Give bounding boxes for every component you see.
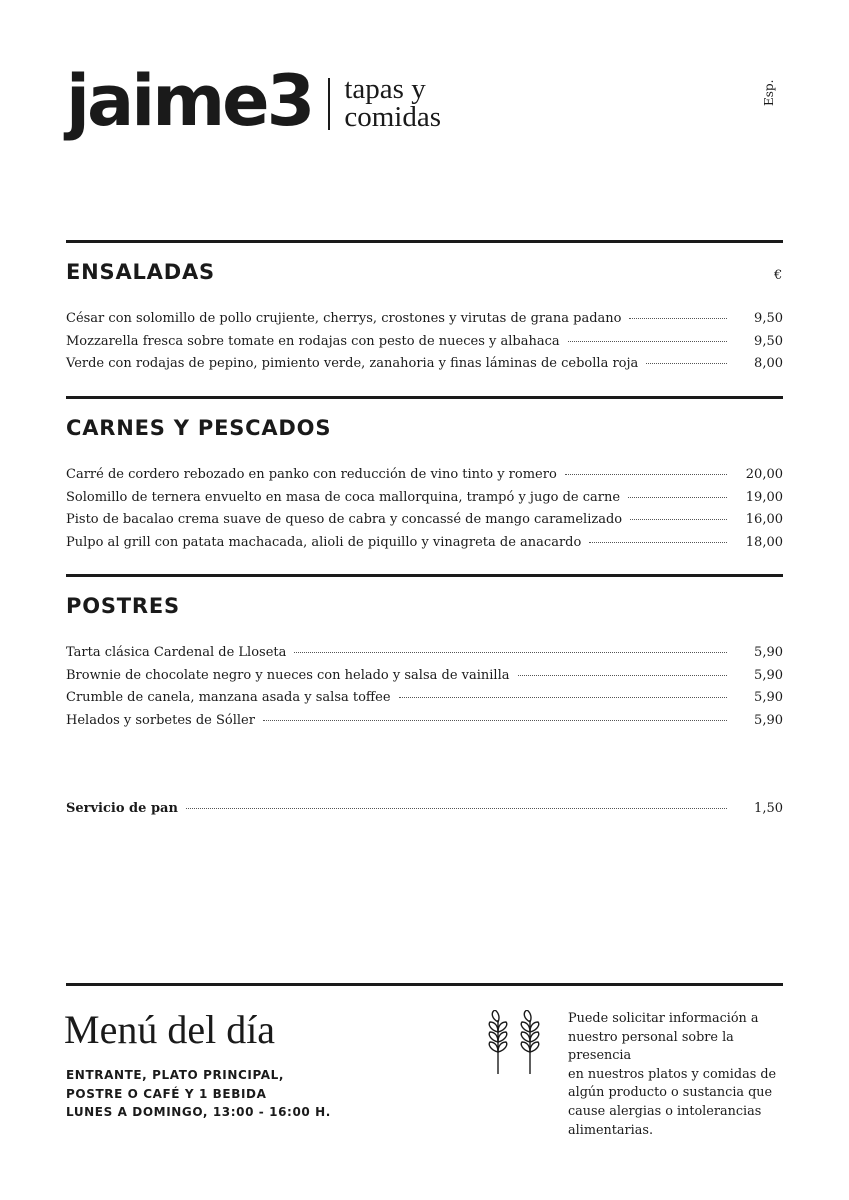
section-title-postres: POSTRES: [66, 594, 180, 618]
currency-symbol: €: [774, 268, 783, 283]
item-price: 8,00: [754, 356, 783, 371]
item-name: César con solomillo de pollo crujiente, cherrys, crostones y virutas de grana padano: [66, 311, 622, 326]
item-price: 5,90: [754, 667, 783, 683]
item-list-ensaladas: [66, 311, 783, 379]
item-name: Solomillo de ternera envuelto en masa de coca mallorquina, trampó y jugo de carne: [66, 489, 621, 505]
item-name: Brownie de chocolate negro y nueces con helado y salsa de vainilla: [66, 667, 510, 683]
menu-item: [66, 490, 783, 513]
wheat-stalk-left: [489, 1010, 506, 1074]
item-price: 16,00: [745, 512, 783, 527]
dot-leader: [294, 652, 727, 653]
section-divider: [66, 983, 783, 986]
section-divider: [66, 240, 783, 243]
section-title-carnes-y-pescados: CARNES Y PESCADOS: [66, 416, 332, 440]
dot-leader: [628, 497, 727, 498]
dot-leader: [263, 720, 727, 721]
menu-item: [66, 668, 783, 691]
menu-del-dia-line-2: POSTRE O CAFÉ Y 1 BEBIDA: [66, 1086, 267, 1101]
allergy-notice-line: alimentarias.: [568, 1122, 654, 1138]
item-name: Carré de cordero rebozado en panko con reducción de vino tinto y romero: [66, 467, 557, 482]
item-name: Pisto de bacalao crema suave de queso de cabra y concassé de mango caramelizado: [66, 512, 623, 527]
menu-item: [66, 535, 783, 558]
allergy-notice-line: cause alergias o intolerancias: [568, 1103, 762, 1119]
menu-item: [66, 801, 783, 824]
dot-leader: [629, 318, 727, 319]
dot-leader: [399, 697, 727, 698]
item-price: 5,90: [754, 712, 783, 728]
item-price: 9,50: [754, 311, 783, 326]
menu-item: [66, 334, 783, 357]
item-price: 20,00: [745, 467, 783, 482]
item-name: Pulpo al grill con patata machacada, alioli de piquillo y vinagreta de anacardo: [66, 534, 582, 550]
menu-item: [66, 512, 783, 535]
brand-tagline: [344, 75, 441, 131]
dot-leader: [630, 519, 727, 520]
dot-leader: [518, 675, 728, 676]
item-price: 18,00: [745, 534, 783, 550]
brand-name: jaime3: [66, 60, 313, 142]
allergy-notice: [568, 1010, 788, 1140]
section-divider: [66, 574, 783, 577]
allergy-notice-line: Puede solicitar información a: [568, 1011, 759, 1026]
brand-logo: [66, 60, 442, 142]
item-price: 9,50: [754, 333, 783, 349]
menu-item: [66, 645, 783, 668]
menu-del-dia-line-3: LUNES A DOMINGO, 13:00 - 16:00 H.: [66, 1105, 331, 1119]
item-name: Verde con rodajas de pepino, pimiento verde, zanahoria y finas láminas de cebolla roja: [66, 356, 639, 371]
menu-item: [66, 467, 783, 490]
item-price: 1,50: [754, 801, 783, 816]
item-price: 5,90: [754, 690, 783, 705]
tagline-line-2: comidas: [344, 101, 442, 133]
language-label: Esp.: [762, 79, 776, 107]
item-name: Crumble de canela, manzana asada y salsa toffee: [66, 690, 391, 705]
menu-del-dia-title: Menú del día: [64, 1007, 276, 1052]
menu-del-dia-details: [66, 1066, 331, 1122]
dot-leader: [568, 341, 727, 342]
dot-leader: [589, 542, 727, 543]
allergy-notice-line: en nuestros platos y comidas de: [568, 1066, 777, 1082]
menu-del-dia-line-1: ENTRANTE, PLATO PRINCIPAL,: [66, 1068, 285, 1082]
menu-item: [66, 690, 783, 713]
wheat-icon: [482, 1010, 548, 1076]
item-list-postres: [66, 645, 783, 735]
menu-item: [66, 713, 783, 736]
brand-divider: [328, 78, 330, 130]
section-title-ensaladas: ENSALADAS: [66, 260, 215, 284]
section-divider: [66, 396, 783, 399]
dot-leader: [186, 808, 727, 809]
item-name: Tarta clásica Cardenal de Lloseta: [66, 645, 287, 660]
item-list-carnes-y-pescados: [66, 467, 783, 557]
item-price: 19,00: [745, 489, 783, 505]
wheat-stalk-right: [521, 1010, 538, 1074]
item-name: Servicio de pan: [66, 801, 178, 816]
dot-leader: [646, 363, 727, 364]
item-name: Mozzarella fresca sobre tomate en rodajas con pesto de nueces y albahaca: [66, 333, 560, 349]
tagline-line-1: tapas y: [344, 73, 426, 105]
item-name: Helados y sorbetes de Sóller: [66, 712, 255, 728]
dot-leader: [565, 474, 727, 475]
allergy-notice-line: algún producto o sustancia que: [568, 1085, 773, 1101]
bread-service: [66, 801, 783, 824]
item-price: 5,90: [754, 645, 783, 660]
menu-item: [66, 311, 783, 334]
allergy-notice-line: nuestro personal sobre la presencia: [568, 1029, 734, 1064]
menu-item: [66, 356, 783, 379]
